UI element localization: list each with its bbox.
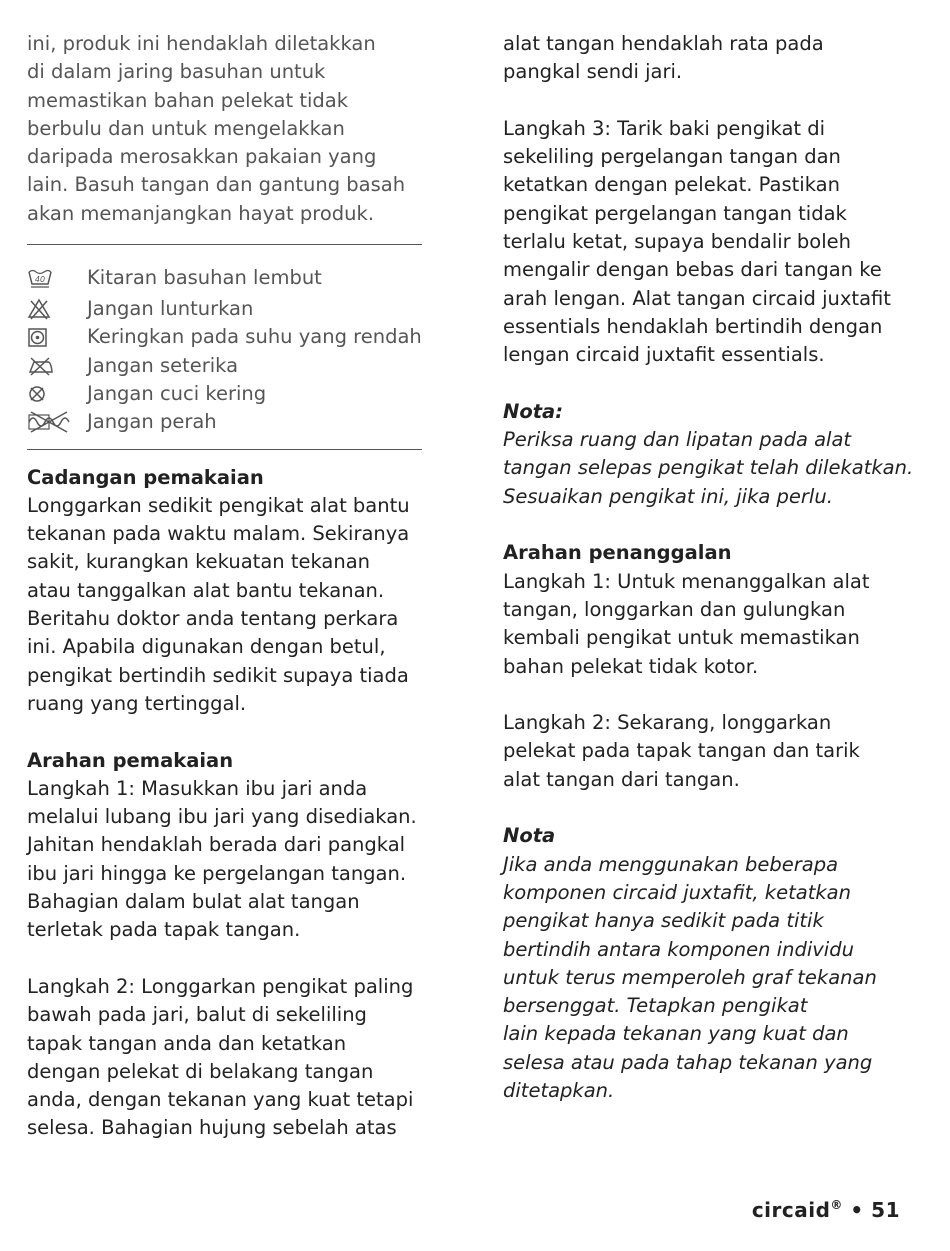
- text-line: Langkah 1: Masukkan ibu jari anda: [27, 776, 368, 800]
- text-line: Bahagian dalam bulat alat tangan: [27, 890, 360, 914]
- divider-top: [27, 244, 422, 245]
- text-line: ruang yang tertinggal.: [27, 691, 247, 715]
- tumble-dry-low-icon: [27, 324, 87, 352]
- text-line: Langkah 2: Sekarang, longgarkan: [503, 711, 832, 735]
- right-column: [503, 30, 923, 1105]
- text-line: arah lengan. Alat tangan circaid juxtafit: [503, 286, 891, 310]
- donning-step-1: [27, 775, 422, 945]
- note-2-heading: Nota: [503, 824, 556, 848]
- text-line: alat tangan dari tangan.: [503, 767, 740, 791]
- divider-bottom: [27, 449, 422, 450]
- do-not-iron-icon: [27, 352, 87, 380]
- do-not-dry-clean-icon: [27, 380, 87, 408]
- do-not-wring-icon: [27, 408, 87, 436]
- text-line: daripada merosakkan pakaian yang: [27, 145, 377, 169]
- text-line: bertindih antara komponen individu: [503, 937, 854, 961]
- text-line: ini. Apabila digunakan dengan betul,: [27, 635, 386, 659]
- text-line: Longgarkan sedikit pengikat alat bantu: [27, 493, 410, 517]
- text-line: Langkah 1: Untuk menanggalkan alat: [503, 569, 870, 593]
- text-line: essentials hendaklah bertindih dengan: [503, 314, 883, 338]
- care-item-no-wring: Jangan perah: [27, 408, 422, 436]
- doffing-heading: Arahan penanggalan: [503, 541, 732, 565]
- text-line: ketatkan dengan pelekat. Pastikan: [503, 173, 840, 197]
- text-line: tangan selepas pengikat telah dilekatkan.: [503, 456, 914, 480]
- note-1-heading: Nota:: [503, 399, 563, 423]
- donning-step-2-continued: [503, 30, 923, 87]
- text-line: tapak tangan anda dan ketatkan: [27, 1031, 347, 1055]
- intro-paragraph: [27, 30, 422, 228]
- care-item-gentle-wash: 40 Kitaran basuhan lembut: [27, 261, 422, 295]
- wash-40-gentle-icon: [27, 264, 87, 292]
- care-item-tumble-low: Keringkan pada suhu yang rendah: [27, 323, 422, 351]
- text-line: selesa atau pada tahap tekanan yang: [503, 1050, 873, 1074]
- text-line: ditetapkan.: [503, 1078, 615, 1102]
- doffing-step-2: [503, 709, 923, 794]
- text-line: ibu jari hingga ke pergelangan tangan.: [27, 861, 407, 885]
- text-line: selesa. Bahagian hujung sebelah atas: [27, 1116, 397, 1140]
- text-line: Jika anda menggunakan beberapa: [503, 852, 839, 876]
- text-line: lain. Basuh tangan dan gantung basah: [27, 173, 406, 197]
- footer-separator: •: [850, 1198, 864, 1222]
- usage-paragraph: [27, 492, 422, 718]
- care-item-no-iron: Jangan seterika: [27, 352, 422, 380]
- text-line: sekeliling pergelangan tangan dan: [503, 145, 841, 169]
- care-item-no-bleach: Jangan lunturkan: [27, 295, 422, 323]
- text-line: Sesuaikan pengikat ini, jika perlu.: [503, 484, 833, 508]
- text-line: pelekat pada tapak tangan dan tarik: [503, 739, 860, 763]
- donning-step-2: [27, 973, 422, 1143]
- page-number: 51: [871, 1198, 900, 1222]
- text-line: tangan, longgarkan dan gulungkan: [503, 597, 846, 621]
- brand-name: circaid: [751, 1198, 831, 1222]
- text-line: pengikat pergelangan tangan tidak: [503, 201, 847, 225]
- page-footer: [752, 1198, 900, 1222]
- donning-heading: Arahan pemakaian: [27, 748, 234, 772]
- text-line: tekanan pada waktu malam. Sekiranya: [27, 522, 410, 546]
- text-line: lain kepada tekanan yang kuat dan: [503, 1022, 849, 1046]
- text-line: pengikat hanya sedikit pada titik: [503, 909, 824, 933]
- do-not-bleach-icon: [27, 295, 87, 323]
- text-line: pengikat bertindih sedikit supaya tiada: [27, 663, 409, 687]
- text-line: lengan circaid juxtafit essentials.: [503, 343, 825, 367]
- text-line: ini, produk ini hendaklah diletakkan: [27, 32, 376, 55]
- text-line: akan memanjangkan hayat produk.: [27, 201, 375, 225]
- svg-text:40: 40: [34, 275, 46, 285]
- text-line: bahan pelekat tidak kotor.: [503, 654, 759, 678]
- text-line: untuk terus memperoleh graf tekanan: [503, 965, 877, 989]
- note-2-text: [503, 851, 923, 1106]
- text-line: Periksa ruang dan lipatan pada alat: [503, 428, 852, 452]
- text-line: atau tanggalkan alat bantu tekanan.: [27, 578, 385, 602]
- text-line: anda, dengan tekanan yang kuat tetapi: [27, 1088, 414, 1112]
- care-item-no-dryclean: Jangan cuci kering: [27, 380, 422, 408]
- text-line: di dalam jaring basuhan untuk: [27, 60, 326, 84]
- text-line: Jahitan hendaklah berada dari pangkal: [27, 833, 406, 857]
- text-line: sakit, kurangkan kekuatan tekanan: [27, 550, 371, 574]
- text-line: dengan pelekat di belakang tangan: [27, 1059, 374, 1083]
- text-line: terlalu ketat, supaya bendalir boleh: [503, 230, 851, 254]
- text-line: memastikan bahan pelekat tidak: [27, 88, 349, 112]
- text-line: alat tangan hendaklah rata pada: [503, 32, 824, 55]
- text-line: Langkah 2: Longgarkan pengikat paling: [27, 974, 414, 998]
- doffing-step-1: [503, 568, 923, 681]
- note-1-text: [503, 426, 923, 511]
- text-line: terletak pada tapak tangan.: [27, 918, 301, 942]
- left-column: [27, 30, 422, 1143]
- donning-step-3: [503, 115, 923, 370]
- text-line: Beritahu doktor anda tentang perkara: [27, 607, 399, 631]
- usage-heading: Cadangan pemakaian: [27, 465, 264, 489]
- text-line: mengalir dengan bebas dari tangan ke: [503, 258, 882, 282]
- text-line: bawah pada jari, balut di sekeliling: [27, 1003, 367, 1027]
- text-line: pangkal sendi jari.: [503, 60, 683, 84]
- text-line: bersenggat. Tetapkan pengikat: [503, 994, 808, 1018]
- text-line: berbulu dan untuk mengelakkan: [27, 116, 345, 140]
- text-line: Langkah 3: Tarik baki pengikat di: [503, 116, 826, 140]
- text-line: komponen circaid juxtafit, ketatkan: [503, 880, 851, 904]
- care-instructions-list: [27, 261, 422, 436]
- registered-mark: ®: [830, 1198, 843, 1212]
- text-line: melalui lubang ibu jari yang disediakan.: [27, 805, 417, 829]
- text-line: kembali pengikat untuk memastikan: [503, 626, 860, 650]
